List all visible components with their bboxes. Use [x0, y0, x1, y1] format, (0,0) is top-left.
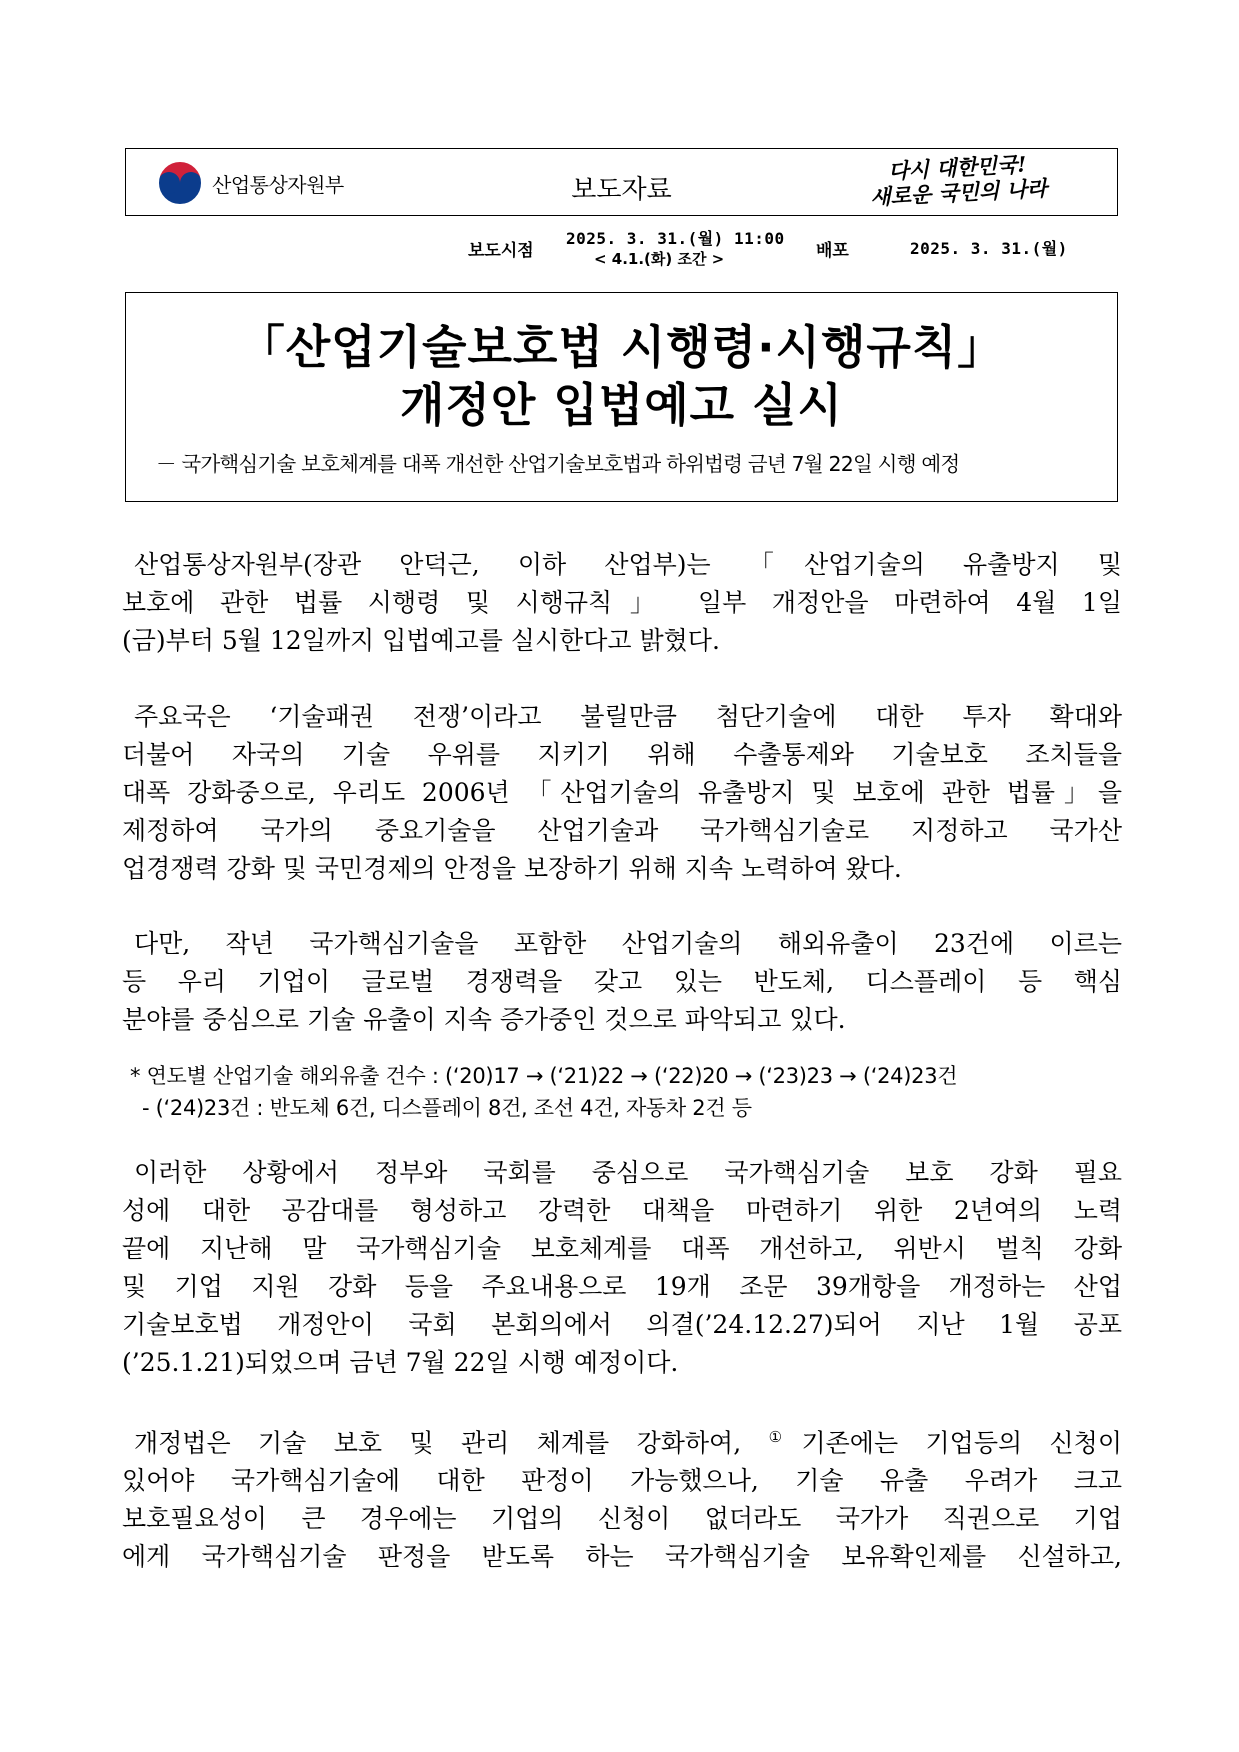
paragraph-4 — [122, 1154, 1122, 1382]
paragraph-line: 주요국은 ‘기술패권 전쟁’이라고 불릴만큼 첨단기술에 대한 투자 확대와 — [134, 702, 1122, 731]
document-type: 보도자료 — [571, 175, 672, 205]
paragraph-line: 있어야 국가핵심기술에 대한 판정이 가능했으나, 기술 유출 우려가 크고 — [122, 1466, 1122, 1496]
paragraph-2 — [122, 698, 1122, 888]
paragraph-line: 기술보호법 개정안이 국회 본회의에서 의결(’24.12.27)되어 지난 1월 공포 — [122, 1310, 1122, 1339]
paragraph-line: 다만, 작년 국가핵심기술을 포함한 산업기술의 해외유출이 23건에 이르는 — [134, 929, 1122, 958]
distribution-date: 2025. 3. 31.(월) — [910, 239, 1068, 258]
ministry-name: 산업통상자원부 — [212, 172, 344, 197]
paragraph-line: 보호필요성이 큰 경우에는 기업의 신청이 없더라도 국가가 직권으로 기업 — [122, 1504, 1122, 1534]
paragraph-line: (금)부터 5월 12일까지 입법예고를 실시한다고 밝혔다. — [122, 626, 720, 655]
paragraph-line: 이러한 상황에서 정부와 국회를 중심으로 국가핵심기술 보호 강화 필요 — [134, 1158, 1122, 1187]
footnote-statistics: * 연도별 산업기술 해외유출 건수 : (‘20)17 → (‘21)22 → (‘22)20 → (‘23)23 → (‘24)23건 — [130, 1064, 958, 1088]
paragraph-text: 기존에는 기업등의 신청이 — [801, 1428, 1122, 1458]
paragraph-line: 성에 대한 공감대를 형성하고 강력한 대책을 마련하기 위한 2년여의 노력 — [122, 1196, 1122, 1225]
distribution-label: 배포 — [816, 241, 849, 261]
title-box — [125, 292, 1118, 502]
paragraph-line: 대폭 강화중으로, 우리도 2006년 「산업기술의 유출방지 및 보호에 관한 법률」을 — [122, 778, 1122, 807]
header-box — [125, 148, 1118, 216]
paragraph-line: 제정하여 국가의 중요기술을 산업기술과 국가핵심기술로 지정하고 국가산 — [122, 816, 1122, 845]
slogan-line-2: 새로운 국민의 나라 — [869, 175, 1048, 210]
embargo-datetime: 2025. 3. 31.(월) 11:00 — [566, 229, 785, 248]
page-title-line-1: 「산업기술보호법 시행령·시행규칙」 — [238, 320, 1005, 374]
paragraph-line: 끝에 지난해 말 국가핵심기술 보호체계를 대폭 개선하고, 위반시 벌칙 강화 — [122, 1234, 1122, 1263]
paragraph-line: 분야를 중심으로 기술 유출이 지속 증가중인 것으로 파악되고 있다. — [122, 1005, 846, 1034]
footnote-breakdown: - (‘24)23건 : 반도체 6건, 디스플레이 8건, 조선 4건, 자동차 2건 등 — [142, 1096, 752, 1120]
paragraph-1 — [122, 546, 1122, 660]
paragraph-5 — [122, 1418, 1122, 1576]
embargo-label: 보도시점 — [468, 241, 534, 261]
paragraph-line: 및 기업 지원 강화 등을 주요내용으로 19개 조문 39개항을 개정하는 산업 — [122, 1272, 1122, 1301]
embargo-note: < 4.1.(화) 조간 > — [594, 250, 725, 268]
paragraph-line: 더불어 자국의 기술 우위를 지키기 위해 수출통제와 기술보호 조치들을 — [122, 740, 1122, 769]
paragraph-line: 산업통상자원부(장관 안덕근, 이하 산업부)는 「산업기술의 유출방지 및 — [134, 550, 1122, 579]
paragraph-line: 업경쟁력 강화 및 국민경제의 안정을 보장하기 위해 지속 노력하여 왔다. — [122, 854, 902, 883]
page-subtitle: － 국가핵심기술 보호체계를 대폭 개선한 산업기술보호법과 하위법령 금년 7월 22일 시행 예정 — [156, 452, 960, 476]
page-title-line-2: 개정안 입법예고 실시 — [400, 378, 843, 432]
paragraph-line — [122, 1418, 1122, 1462]
paragraph-line: 등 우리 기업이 글로벌 경쟁력을 갖고 있는 반도체, 디스플레이 등 핵심 — [122, 967, 1122, 996]
paragraph-line: 에게 국가핵심기술 판정을 받도록 하는 국가핵심기술 보유확인제를 신설하고, — [122, 1542, 1122, 1572]
paragraph-text: 개정법은 기술 보호 및 관리 체계를 강화하여, — [134, 1428, 742, 1458]
paragraph-line: (’25.1.21)되었으며 금년 7월 22일 시행 예정이다. — [122, 1348, 679, 1377]
circled-number-marker: ① — [768, 1428, 802, 1446]
slogan-line-1: 다시 대한민국! — [887, 151, 1028, 184]
paragraph-3 — [122, 925, 1122, 1039]
paragraph-line: 보호에 관한 법률 시행령 및 시행규칙」 일부 개정안을 마련하여 4월 1일 — [122, 588, 1122, 617]
